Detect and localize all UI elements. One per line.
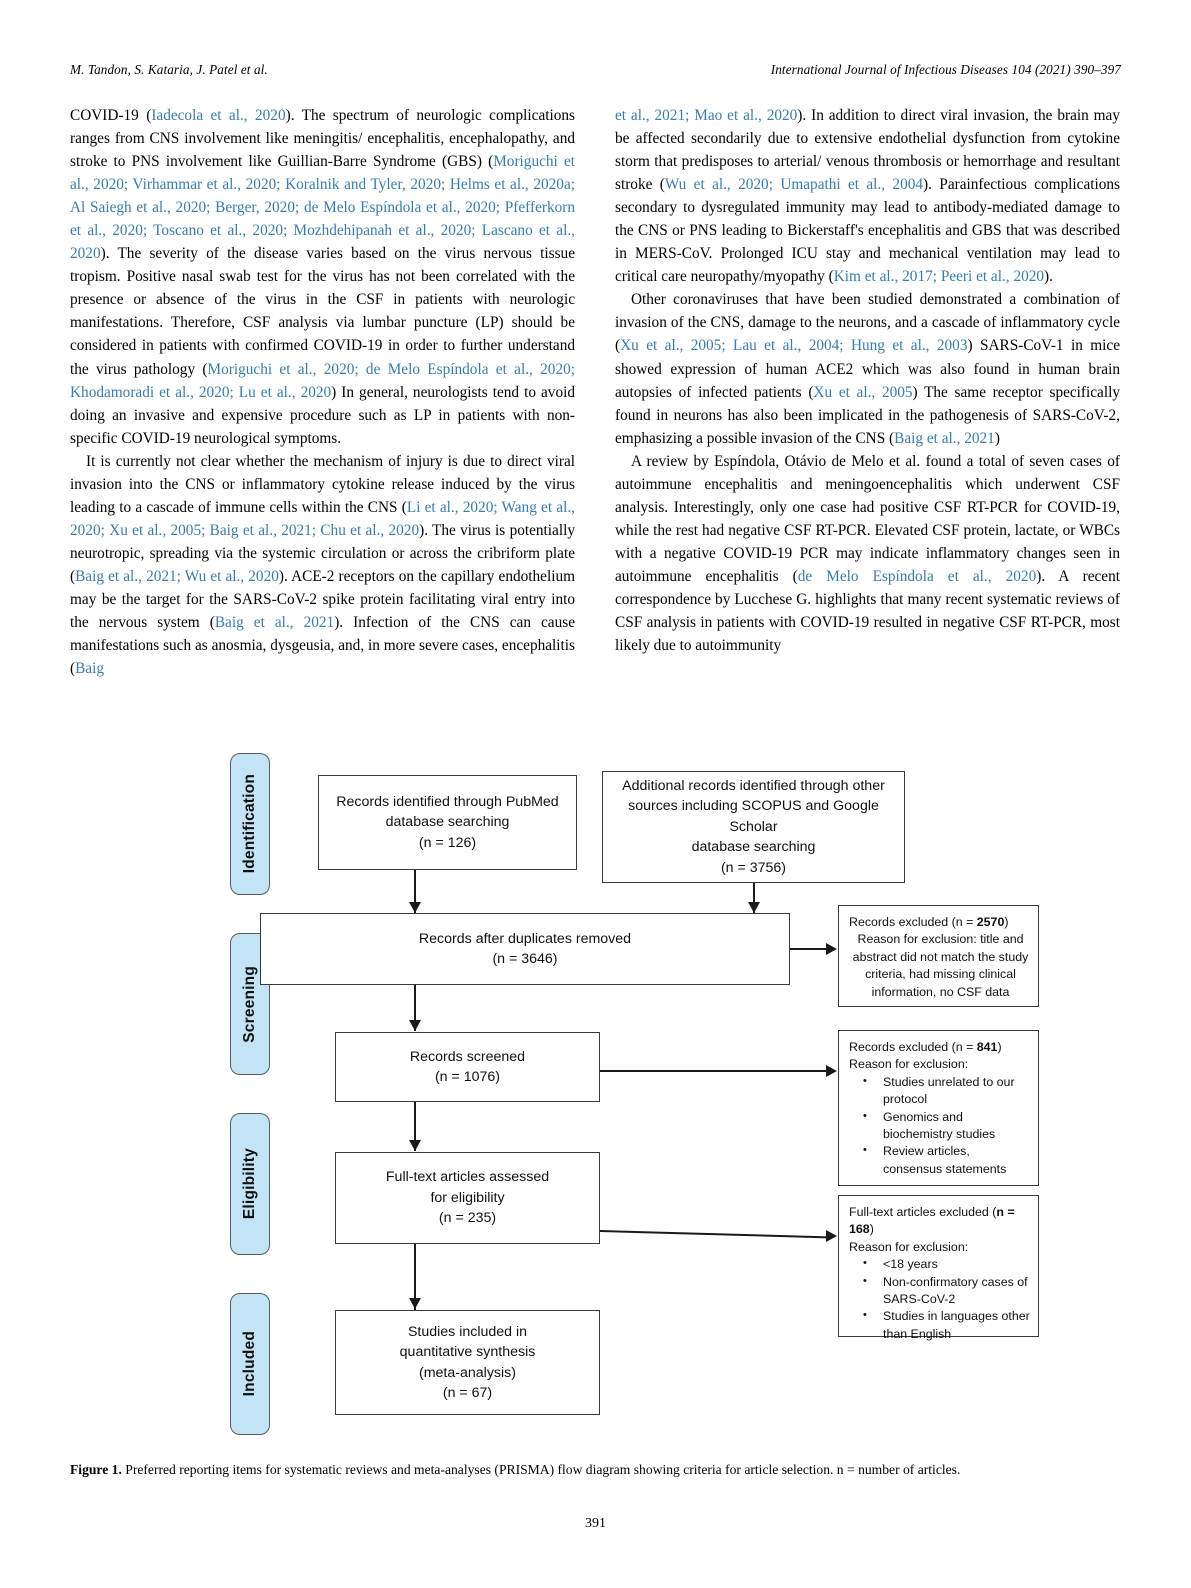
body-text: ). The severity of the disease varies based on the virus nervous tissue tropism. Positive nasal swab test for the virus has not been correlated with the presence or absence of the virus in the CSF in patients with neurologic manifestations. Therefore, CSF analysis via lumbar puncture (LP) should be considered in patients with confirmed COVID-19 in order to further understand the virus pathology ( xyxy=(70,245,575,378)
exclusion-841-bullet-1: • Genomics and biochemistry studies xyxy=(883,1109,1032,1144)
exclusion-box-841-header xyxy=(849,1039,1032,1056)
exclusion-2570-body-line-2: criteria, had missing clinical xyxy=(865,967,1016,982)
node-records-screened xyxy=(335,1032,600,1102)
stage-label-identification-text: Identification xyxy=(241,774,258,874)
exclusion-168-header-suffix: ) xyxy=(869,1222,874,1237)
body-text: ). ACE-2 receptors on the capillary endothelium may be the target for the SARS-CoV-2 spike protein facilitating viral entry into the nervous system ( xyxy=(70,567,575,632)
node-studies-included-line-0: Studies included in xyxy=(407,1323,528,1340)
body-text: ). Parainfectious complications secondary to dysregulated immunity may lead to antibody-mediated damage to the CNS or PNS leading to Bickerstaff's encephalitis and GBS that was described in MERS-CoV. Prolonged ICU stay and mechanical ventilation may lead to critical care neuropathy/myopathy ( xyxy=(615,176,1120,286)
citation-link[interactable]: Kim et al., 2017; Peeri et al., 2020 xyxy=(833,268,1045,286)
citation-link[interactable]: Li et al., 2020; Wang et al., 2020; Xu et al., 2005; Baig et al., 2021; Chu et al., 2020 xyxy=(70,498,575,539)
arrowhead-screened-to-fulltext xyxy=(409,1140,421,1151)
running-head-authors: M. Tandon, S. Kataria, J. Patel et al. xyxy=(70,62,268,77)
body-text: It is currently not clear whether the mechanism of injury is due to direct viral invasion into the CNS or inflammatory cytokine release induced by the virus leading to a cascade of immune cells within the CNS ( xyxy=(70,452,575,516)
citation-link[interactable]: Xu et al., 2005; Lau et al., 2004; Hung et al., 2003 xyxy=(620,337,968,355)
exclusion-841-reason-label: Reason for exclusion: xyxy=(849,1057,969,1072)
body-text: ) In general, neurologists tend to avoid doing an invasive and expensive procedure such as LP in patients with non-specific COVID-19 neurological symptoms. xyxy=(70,383,575,447)
stage-label-included xyxy=(230,1293,270,1435)
arrowhead-dedup-to-screened xyxy=(409,1020,421,1031)
node-records-after-duplicates-line-0: Records after duplicates removed xyxy=(418,930,632,947)
citation-link[interactable]: Moriguchi et al., 2020; de Melo Espíndola et al., 2020; Khodamoradi et al., 2020; Lu et al., 2020 xyxy=(70,360,576,401)
article-body xyxy=(70,104,1121,680)
body-text: COVID-19 ( xyxy=(70,107,152,124)
stage-label-eligibility xyxy=(230,1113,270,1255)
exclusion-168-bullet-2: • Studies in languages other than English xyxy=(883,1308,1032,1343)
stage-label-included-text: Included xyxy=(241,1331,258,1397)
citation-link[interactable]: Baig et al., 2021 xyxy=(894,429,995,447)
node-records-after-duplicates xyxy=(260,913,790,985)
node-records-pubmed xyxy=(318,775,577,870)
exclusion-168-header-prefix: Full-text articles excluded ( xyxy=(849,1205,997,1219)
exclusion-841-bullet-0: • Studies unrelated to our protocol xyxy=(883,1074,1032,1109)
paragraph xyxy=(70,104,575,450)
body-text: ). Infection of the CNS can cause manifestations such as anosmia, dysgeusia, and, in more severe cases, encephalitis ( xyxy=(70,614,575,678)
citation-link[interactable]: Baig et al., 2021; Wu et al., 2020 xyxy=(75,567,279,585)
node-records-screened-line-0: Records screened xyxy=(409,1048,526,1065)
stage-label-eligibility-text: Eligibility xyxy=(241,1148,258,1220)
node-fulltext-assessed-line-1: for eligibility xyxy=(430,1189,505,1206)
exclusion-841-count: 841 xyxy=(976,1040,998,1054)
node-fulltext-assessed-line-0: Full-text articles assessed xyxy=(385,1169,550,1186)
node-records-other-sources-line-1: sources including SCOPUS and Google Scholar xyxy=(628,798,883,835)
exclusion-2570-header-prefix: Records excluded (n = xyxy=(849,915,977,929)
node-studies-included-line-1: quantitative synthesis xyxy=(399,1344,536,1360)
body-text: ). The virus is potentially neurotropic, spreading via the systemic circulation or across the cribriform plate ( xyxy=(70,521,575,585)
paragraph xyxy=(615,288,1120,449)
node-studies-included-line-2: (meta-analysis) xyxy=(419,1364,516,1381)
exclusion-box-168 xyxy=(838,1195,1039,1341)
node-records-other-sources-line-0: Additional records identified through other xyxy=(622,777,885,794)
citation-link[interactable]: Wu et al., 2020; Umapathi et al., 2004 xyxy=(664,176,924,194)
paragraph xyxy=(70,450,575,680)
node-records-screened-line-1: (n = 1076) xyxy=(434,1069,501,1085)
paragraph xyxy=(615,104,1120,288)
citation-link[interactable]: et al., 2021; Mao et al., 2020 xyxy=(615,107,798,124)
body-text: ). The spectrum of neurologic complications ranges from CNS involvement like meningitis/ encephalitis, encephalopathy, and stroke to PNS involvement like Guillian-Barre Syndrome (GBS) ( xyxy=(70,107,575,171)
node-records-pubmed-line-0: Records identified through PubMed xyxy=(336,793,559,810)
exclusion-841-bullet-list xyxy=(849,1074,1032,1178)
arrowhead-fulltext-to-excluded168 xyxy=(826,1230,837,1242)
node-records-pubmed-line-2: (n = 126) xyxy=(418,834,477,851)
exclusion-2570-body-line-0: Reason for exclusion: title and xyxy=(857,932,1024,947)
node-fulltext-assessed-line-2: (n = 235) xyxy=(438,1210,497,1227)
node-fulltext-assessed xyxy=(335,1152,600,1244)
body-text: ) xyxy=(994,429,1000,447)
figure-caption xyxy=(70,1460,1121,1480)
node-studies-included-line-3: (n = 67) xyxy=(442,1385,493,1401)
arrowhead-fulltext-to-included xyxy=(409,1298,421,1309)
stage-label-screening-text: Screening xyxy=(241,965,258,1043)
node-records-after-duplicates-line-1: (n = 3646) xyxy=(492,951,558,967)
right-text-column xyxy=(615,104,1120,680)
node-studies-included xyxy=(335,1310,600,1415)
paragraph xyxy=(615,450,1120,657)
exclusion-168-count: n = 168 xyxy=(849,1205,1015,1237)
exclusion-2570-count: 2570 xyxy=(976,915,1005,929)
exclusion-box-2570-header xyxy=(849,914,1032,931)
arrowhead-pubmed-to-dedup xyxy=(409,902,421,913)
exclusion-168-bullet-0: • <18 years xyxy=(883,1256,1032,1273)
body-text: A review by Espíndola, Otávio de Melo et al. found a total of seven cases of autoimmune encephalitis and meningoencephalitis which underwent CSF analysis. Interestingly, only one case had positive CSF RT-PCR for COVID-19, while the rest had negative CSF RT-PCR. Elevated CSF protein, lactate, or WBCs with a negative COVID-19 PCR may indicate inflammatory changes seen in autoimmune encephalitis ( xyxy=(615,452,1120,585)
citation-link[interactable]: Baig xyxy=(75,660,105,678)
running-head xyxy=(70,62,1121,78)
exclusion-2570-body-line-1: abstract did not match the study xyxy=(852,949,1029,964)
node-records-other-sources-line-3: (n = 3756) xyxy=(720,859,787,876)
exclusion-841-header-prefix: Records excluded (n = xyxy=(849,1040,977,1054)
exclusion-box-2570 xyxy=(838,905,1039,1007)
stage-label-identification xyxy=(230,753,270,895)
prisma-flow-diagram xyxy=(70,745,1121,1445)
figure-caption-text: Preferred reporting items for systematic reviews and meta-analyses (PRISMA) flow diagram showing criteria for article selection. n = number of articles. xyxy=(121,1462,961,1477)
exclusion-841-header-suffix: ) xyxy=(997,1040,1002,1054)
arrowhead-dedup-to-excluded2570 xyxy=(826,943,837,955)
figure-caption-label: Figure 1. xyxy=(70,1462,122,1477)
body-text: ). A recent correspondence by Lucchese G. highlights that many recent systematic reviews of CSF analysis in patients with COVID-19 resulted in negative CSF RT-PCR, most likely due to autoimmunity xyxy=(615,567,1120,655)
node-records-other-sources-line-2: database searching xyxy=(691,839,816,856)
exclusion-168-reason-label: Reason for exclusion: xyxy=(849,1239,969,1254)
citation-link[interactable]: Iadecola et al., 2020 xyxy=(151,107,286,124)
page-number: 391 xyxy=(585,1516,606,1531)
citation-link[interactable]: Moriguchi et al., 2020; Virhammar et al., 2020; Koralnik and Tyler, 2020; Helms et al., 2020a; Al Saiegh et al., 2020; Berger, 2020; de Melo Espíndola et al., 2020; Pfefferkorn et al., 2020; Toscano et al., 2020; Mozhdehipanah et al., 2020; Lascano et al., 2020 xyxy=(70,153,575,263)
arrowhead-other-to-dedup xyxy=(748,902,760,913)
citation-link[interactable]: Baig et al., 2021 xyxy=(214,614,335,632)
exclusion-168-bullet-1: • Non-confirmatory cases of SARS-CoV-2 xyxy=(883,1274,1032,1309)
exclusion-2570-body-line-3: information, no CSF data xyxy=(871,984,1010,999)
connector-fulltext-to-excluded168 xyxy=(600,1230,832,1238)
citation-link[interactable]: de Melo Espíndola et al., 2020 xyxy=(797,567,1037,585)
body-text: ). xyxy=(1044,268,1053,286)
connector-screened-to-excluded841 xyxy=(600,1070,832,1072)
body-text: ) The same receptor specifically found in neurons has also been implicated in the pathogenesis of SARS-CoV-2, emphasizing a possible invasion of the CNS ( xyxy=(615,383,1120,447)
left-text-column xyxy=(70,104,575,680)
exclusion-box-841 xyxy=(838,1030,1039,1186)
body-text: Other coronaviruses that have been studied demonstrated a combination of invasion of the CNS, damage to the neurons, and a cascade of inflammatory cycle ( xyxy=(615,291,1120,355)
node-records-other-sources xyxy=(602,771,905,883)
exclusion-2570-header-suffix: ) xyxy=(1004,915,1009,929)
arrowhead-screened-to-excluded841 xyxy=(826,1065,837,1077)
body-text: ). In addition to direct viral invasion, the brain may be affected secondarily due to extensive endothelial dysfunction from cytokine storm that predisposes to arterial/ venous thrombosis or hemorrhage and resultant stroke ( xyxy=(615,107,1120,194)
running-head-journal: International Journal of Infectious Diseases 104 (2021) 390–397 xyxy=(770,62,1121,77)
exclusion-168-bullet-list xyxy=(849,1256,1032,1343)
exclusion-841-bullet-2: • Review articles, consensus statements xyxy=(883,1143,1032,1178)
citation-link[interactable]: Xu et al., 2005 xyxy=(813,383,913,401)
node-records-pubmed-line-1: database searching xyxy=(385,814,510,831)
body-text: ) SARS-CoV-1 in mice showed expression of human ACE2 which was also found in human brain autopsies of infected patients ( xyxy=(615,337,1120,401)
exclusion-box-168-header xyxy=(849,1204,1032,1239)
